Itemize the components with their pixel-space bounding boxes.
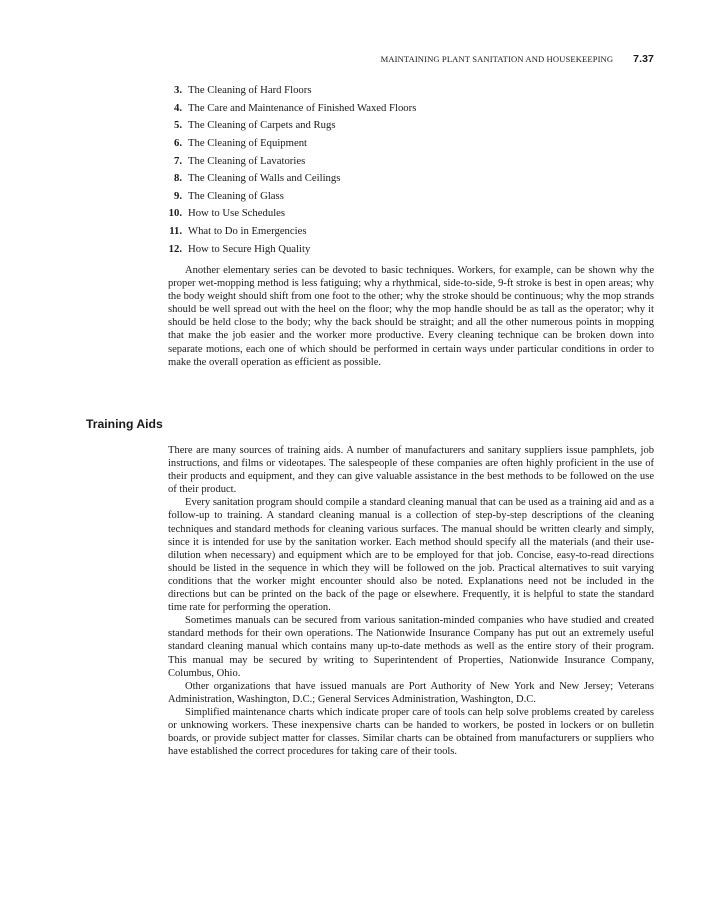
- running-head: [0, 53, 654, 65]
- list-item-text: The Cleaning of Glass: [188, 189, 284, 202]
- list-item-number: 9.: [173, 189, 182, 202]
- list-item: [148, 135, 416, 153]
- list-item-number: 3.: [173, 84, 182, 96]
- list-item: [148, 82, 416, 100]
- body-paragraph: Every sanitation program should compile a standard cleaning manual that can be used as a training aid and as a follow-up to training. A standard cleaning manual is a collection of step-by-step descriptions of the cleaning techniques and standard methods for cleaning various surfaces. The manual should be written clearly and simply, since it is intended for use by the sanitation worker. Each method should specify all the materials (and their use-dilution when necessary) and equipment which are to be employed for that job. Concise, easy-to-read directions should be listed in the sequence in which they will be followed on the job. Practical alternatives to suit varying conditions that the worker might encounter should also be noted. Explanations need not be included in the directions but can be printed on the back of the page or elsewhere. Frequently, it is helpful to state the standard time rate for performing the operation.: [168, 497, 654, 614]
- body-paragraph: Sometimes manuals can be secured from various sanitation-minded companies who have studied and created standard methods for their own operations. The Nationwide Insurance Company has put out an extremely useful standard cleaning manual which contains many up-to-date methods as well as the entire story of their program. This manual may be secured by writing to Superintendent of Properties, Nationwide Insurance Company, Columbus, Ohio.: [168, 615, 654, 679]
- list-item-number: 7.: [173, 154, 182, 167]
- list-item-text: The Cleaning of Equipment: [188, 136, 308, 149]
- intro-paragraph: Another elementary series can be devoted to basic techniques. Workers, for example, can be shown why the proper wet-mopping method is less fatiguing; why a rhythmical, side-to-side, 9-ft stroke is best in open areas; why the body weight should shift from one foot to the other; why the stroke should be continuous; why the mop strands should be well spread out with the heel on the floor; why the mop handle should be as tall as the operator; why it should be held close to the body; why the back should be straight; and all the other numerous points in mopping that make the job easier and the worker more productive. Every cleaning technique can be broken down into separate motions, each one of which should be performed in certain ways under particular conditions in order to make the overall operation as efficient as possible.: [168, 265, 654, 368]
- list-item: [148, 188, 416, 206]
- topic-list: [148, 82, 416, 258]
- intro-text-block: [168, 264, 654, 369]
- list-item-number: 6.: [173, 136, 182, 149]
- list-item-text: The Cleaning of Hard Floors: [188, 84, 312, 96]
- list-item-number: 8.: [173, 172, 182, 185]
- list-item-text: The Cleaning of Lavatories: [188, 154, 306, 167]
- running-head-title: MAINTAINING PLANT SANITATION AND HOUSEKEEPING: [380, 54, 614, 64]
- body-paragraph: Other organizations that have issued manuals are Port Authority of New York and New Jersey; Veterans Administration, Washington, D.C.; General Services Administration, Washington, D.C.: [168, 680, 654, 705]
- list-item-text: How to Use Schedules: [188, 207, 286, 220]
- list-item: [148, 117, 416, 135]
- list-item-text: The Cleaning of Walls and Ceilings: [188, 172, 341, 185]
- list-item-number: 12.: [168, 242, 182, 255]
- list-item: [148, 205, 416, 223]
- list-item: [148, 241, 416, 259]
- list-item-number: 4.: [173, 101, 182, 114]
- page-number: 7.37: [633, 53, 654, 65]
- list-item: [148, 153, 416, 171]
- section-body: [168, 444, 654, 758]
- body-paragraph: There are many sources of training aids. A number of manufacturers and sanitary suppliers issue pamphlets, job instructions, and films or videotapes. The salespeople of these companies are often highly proficient in the use of their products and equipment, and they can give valuable assistance in the best methods to be followed on the use of their product.: [168, 445, 654, 496]
- list-item: [148, 170, 416, 188]
- list-item-text: How to Secure High Quality: [188, 242, 311, 255]
- list-item-number: 5.: [173, 119, 182, 132]
- list-item-number: 10.: [168, 207, 182, 220]
- list-item-number: 11.: [169, 225, 182, 238]
- list-item: [148, 223, 416, 241]
- body-paragraph: Simplified maintenance charts which indicate proper care of tools can help solve problems created by careless or unknowing workers. These inexpensive charts can be handed to workers, be posted in lockers or on bulletin boards, or provide subject matter for classes. Similar charts can be obtained from manufacturers or suppliers who have established the correct procedures for taking care of their tools.: [168, 706, 654, 758]
- list-item-text: The Cleaning of Carpets and Rugs: [188, 119, 336, 132]
- list-item: [148, 100, 416, 118]
- section-heading: Training Aids: [86, 417, 163, 431]
- list-item-text: The Care and Maintenance of Finished Waxed Floors: [188, 101, 417, 114]
- list-item-text: What to Do in Emergencies: [188, 225, 307, 238]
